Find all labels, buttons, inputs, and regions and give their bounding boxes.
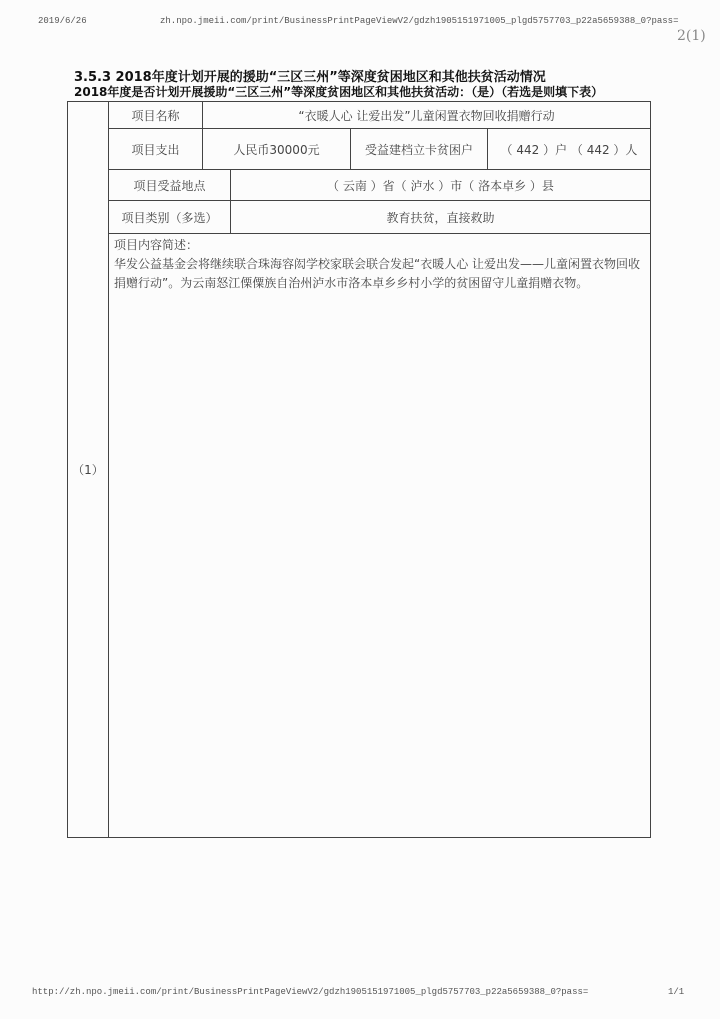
category-value: 教育扶贫，直接救助	[231, 201, 651, 234]
section-subtitle: 2018年度是否计划开展援助“三区三州”等深度贫困地区和其他扶贫活动：（是）（若选是则填下表）	[74, 85, 604, 99]
print-date: 2019/6/26	[38, 16, 87, 26]
description-label: 项目内容简述：	[114, 238, 199, 252]
description-text: 华发公益基金会将继续联合珠海容闳学校家联会联合发起“衣暖人心 让爱出发——儿童闲置衣物回收捐赠行动”。为云南怒江傈僳族自治州泸水市洛本卓乡乡村小学的贫困留守儿童捐赠衣物。	[114, 257, 641, 290]
description-cell	[109, 234, 651, 838]
section-title: 3.5.3 2018年度计划开展的援助“三区三州”等深度贫困地区和其他扶贫活动情况	[74, 70, 546, 85]
location-value: （ 云南 ）省（ 泸水 ）市（ 洛本卓乡 ）县	[231, 170, 651, 201]
project-table	[67, 101, 651, 838]
handwritten-mark: 2(1)	[677, 28, 706, 44]
name-label: 项目名称	[109, 102, 203, 129]
beneficiary-label: 受益建档立卡贫困户	[351, 129, 488, 170]
page-number: 1/1	[668, 987, 685, 997]
category-label: 项目类别（多选）	[109, 201, 231, 234]
footer-url: http://zh.npo.jmeii.com/print/BusinessPrintPageViewV2/gdzh1905151971005_plgd5757703_p22a5659388_0?pass=	[32, 987, 589, 997]
spend-value: 人民币30000元	[203, 129, 351, 170]
spend-label: 项目支出	[109, 129, 203, 170]
location-label: 项目受益地点	[109, 170, 231, 201]
print-url: zh.npo.jmeii.com/print/BusinessPrintPageViewV2/gdzh1905151971005_plgd5757703_p22a5659388_0?pass=	[160, 16, 679, 26]
name-value: “衣暖人心 让爱出发”儿童闲置衣物回收捐赠行动	[203, 102, 651, 129]
row-index: （1）	[68, 102, 109, 838]
beneficiary-value: （ 442 ）户 （ 442 ）人	[488, 129, 651, 170]
